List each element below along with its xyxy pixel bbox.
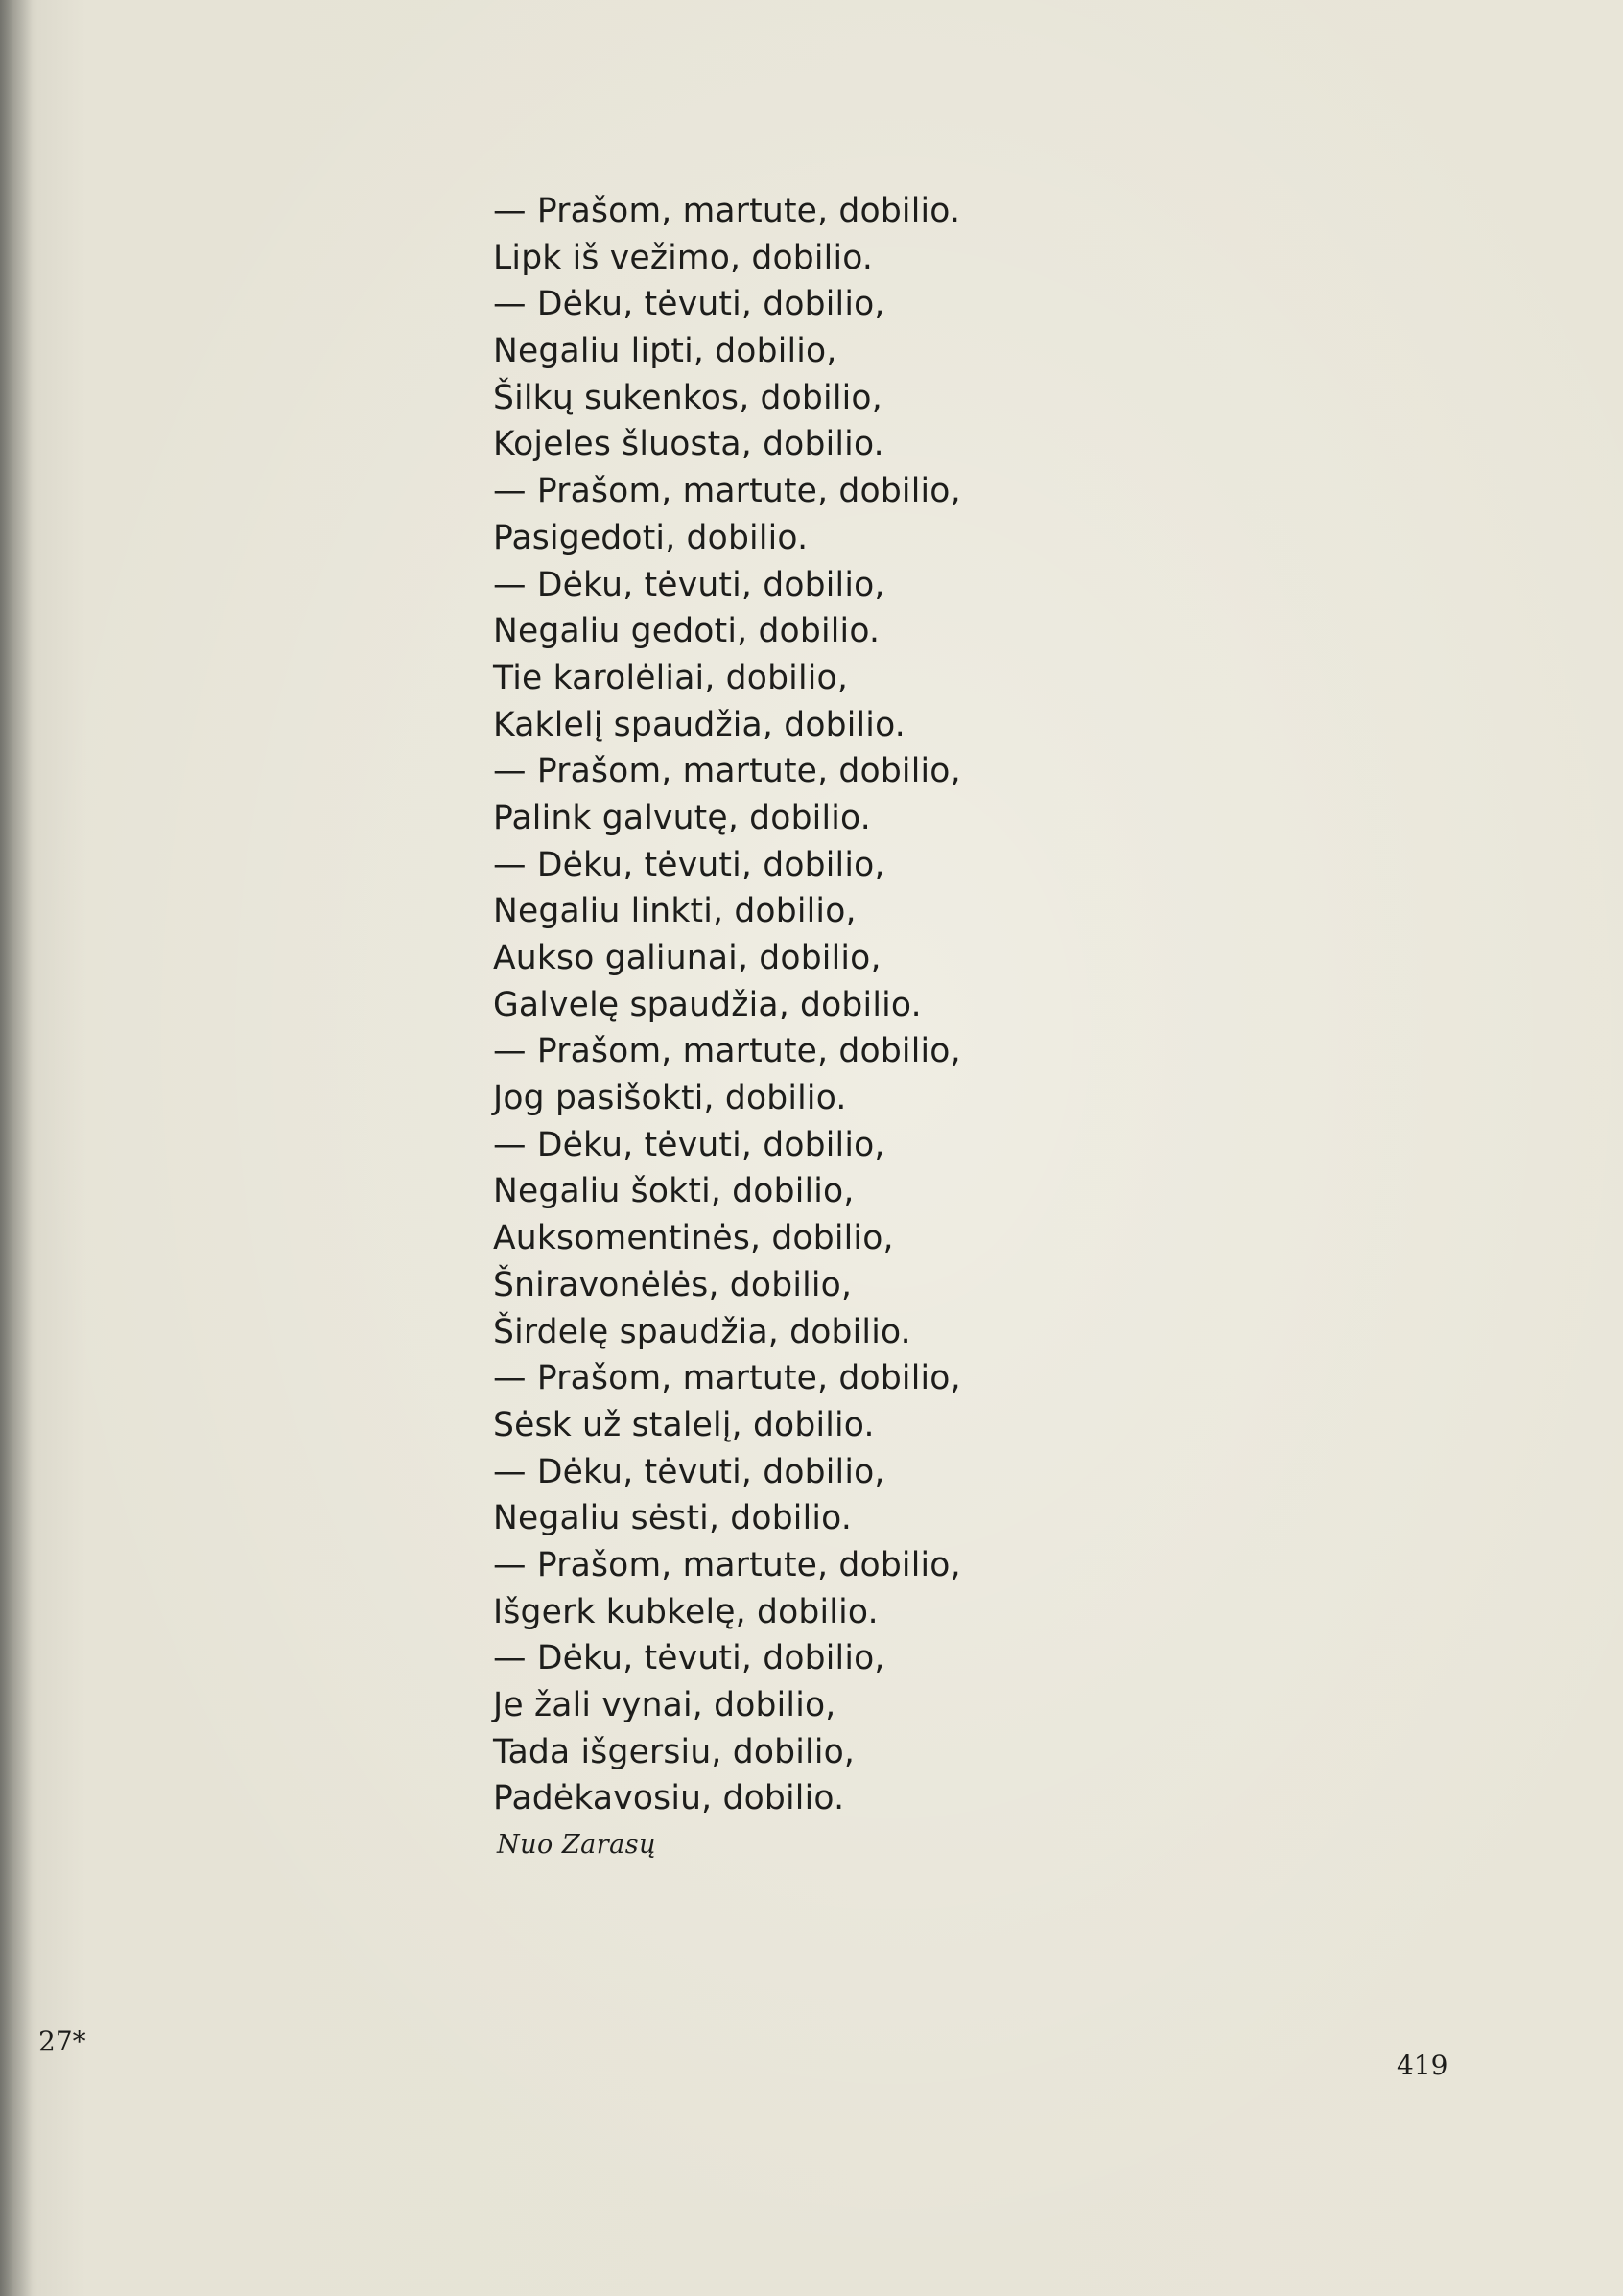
printer-signature-mark: 27* bbox=[38, 2026, 86, 2057]
spine-shadow bbox=[0, 0, 33, 2296]
poem-line: Kojeles šluosta, dobilio. bbox=[493, 425, 884, 464]
poem-line: — Prašom, martute, dobilio, bbox=[493, 472, 961, 511]
poem-line: — Prašom, martute, dobilio, bbox=[493, 1032, 961, 1071]
poem-line: Jog pasišokti, dobilio. bbox=[493, 1079, 847, 1118]
poem-line: — Dėku, tėvuti, dobilio, bbox=[493, 1125, 885, 1164]
poem-line: Negaliu gedoti, dobilio. bbox=[493, 612, 881, 651]
poem-text bbox=[493, 188, 1280, 1822]
poem-line: Išgerk kubkelę, dobilio. bbox=[493, 1592, 879, 1631]
poem-line: Negaliu šokti, dobilio, bbox=[493, 1172, 855, 1211]
poem-line: Negaliu sėsti, dobilio. bbox=[493, 1499, 853, 1538]
page-number: 419 bbox=[1397, 2050, 1448, 2081]
poem-line: Auksomentinės, dobilio, bbox=[493, 1219, 894, 1258]
poem-line: — Dėku, tėvuti, dobilio, bbox=[493, 1639, 885, 1678]
poem-source: Nuo Zarasų bbox=[497, 1830, 656, 1860]
poem-line: Aukso galiunai, dobilio, bbox=[493, 939, 882, 977]
poem-line: Tie karolėliai, dobilio, bbox=[493, 658, 849, 697]
poem-line: Negaliu lipti, dobilio, bbox=[493, 332, 837, 371]
poem-line: — Prašom, martute, dobilio, bbox=[493, 752, 961, 791]
poem-line: — Dėku, tėvuti, dobilio, bbox=[493, 1452, 885, 1491]
poem-line: — Prašom, martute, dobilio, bbox=[493, 1359, 961, 1398]
poem-line: — Dėku, tėvuti, dobilio, bbox=[493, 845, 885, 884]
poem-line: Padėkavosiu, dobilio. bbox=[493, 1779, 845, 1818]
poem-line: Je žali vynai, dobilio, bbox=[493, 1686, 836, 1724]
poem-line: Šilkų sukenkos, dobilio, bbox=[493, 378, 882, 417]
poem-line: — Prašom, martute, dobilio. bbox=[493, 192, 961, 230]
poem-line: — Prašom, martute, dobilio, bbox=[493, 1545, 961, 1584]
poem-line: Galvelę spaudžia, dobilio. bbox=[493, 985, 922, 1024]
poem-line: Tada išgersiu, dobilio, bbox=[493, 1732, 856, 1771]
poem-line: Palink galvutę, dobilio. bbox=[493, 798, 871, 837]
poem-line: Širdelę spaudžia, dobilio. bbox=[493, 1312, 911, 1351]
poem-line: Lipk iš vežimo, dobilio. bbox=[493, 238, 874, 277]
poem-line: Kaklelį spaudžia, dobilio. bbox=[493, 705, 906, 744]
poem-line: — Dėku, tėvuti, dobilio, bbox=[493, 565, 885, 604]
poem-line: — Dėku, tėvuti, dobilio, bbox=[493, 285, 885, 324]
poem-line: Sėsk už stalelį, dobilio. bbox=[493, 1405, 875, 1444]
poem-line: Negaliu linkti, dobilio, bbox=[493, 892, 857, 931]
poem-line: Šniravonėlės, dobilio, bbox=[493, 1265, 853, 1304]
poem-line: Pasigedoti, dobilio. bbox=[493, 518, 809, 557]
